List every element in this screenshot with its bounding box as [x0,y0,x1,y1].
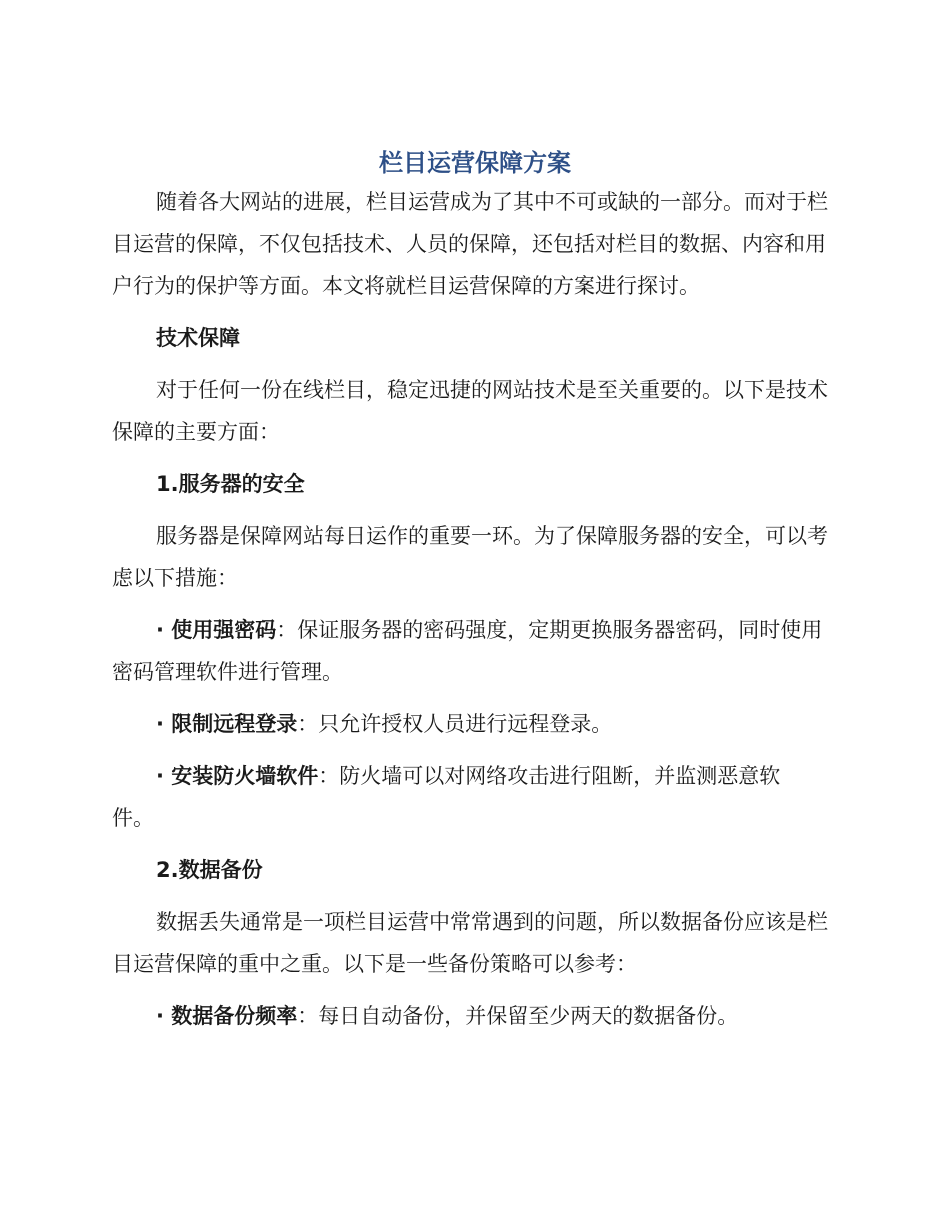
backup-paragraph: 数据丢失通常是一项栏目运营中常常遇到的问题，所以数据备份应该是栏目运营保障的重中之重。以下是一些备份策略可以参考： [112,910,828,976]
intro-paragraph: 随着各大网站的进展，栏目运营成为了其中不可或缺的一部分。而对于栏目运营的保障，不仅包括技术、人员的保障，还包括对栏目的数据、内容和用户行为的保护等方面。本文将就栏目运营保障的方案进行探讨。 [112,190,828,298]
bullet-item [112,703,832,745]
bullet-item [112,609,832,693]
bullet-item [112,995,832,1037]
section-heading-tech: 技术保障 [156,326,240,350]
bullet-text: ：保证服务器的密码强度，定期更换服务器密码，同时使用密码管理软件进行管理。 [112,618,823,684]
subheading-server: 1.服务器的安全 [156,472,305,496]
bullet-title: · 限制远程登录 [156,712,298,736]
bullet-text: ：只允许授权人员进行远程登录。 [297,712,613,736]
bullet-title: · 数据备份频率 [156,1004,298,1028]
bullet-item [112,755,802,839]
server-paragraph: 服务器是保障网站每日运作的重要一环。为了保障服务器的安全，可以考虑以下措施： [112,524,828,590]
tech-paragraph: 对于任何一份在线栏目，稳定迅捷的网站技术是至关重要的。以下是技术保障的主要方面： [112,378,828,444]
document-title: 栏目运营保障方案 [379,149,571,177]
bullet-title: · 使用强密码 [156,618,277,642]
bullet-text: ：每日自动备份，并保留至少两天的数据备份。 [297,1004,739,1028]
subheading-backup: 2.数据备份 [156,858,263,882]
bullet-title: · 安装防火墙软件 [156,764,319,788]
bullet-text: ：防火墙可以对网络攻击进行阻断，并监测恶意软件。 [112,764,781,830]
